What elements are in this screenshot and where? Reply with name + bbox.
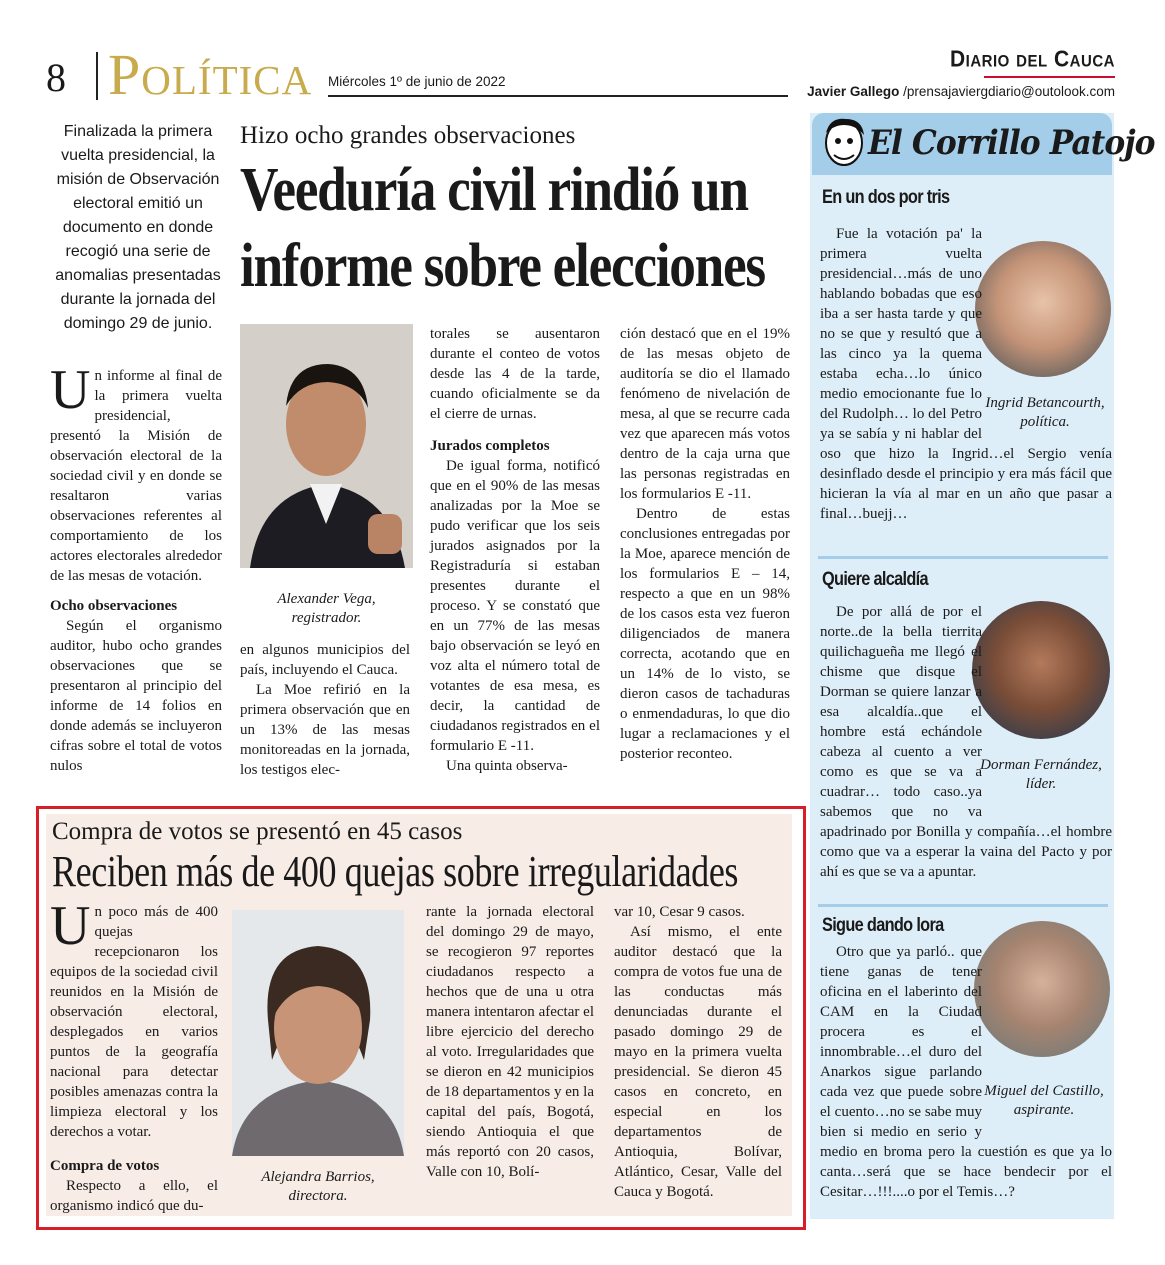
lead-kicker: Hizo ocho grandes observaciones [240, 122, 576, 149]
sidebar-item3-text [820, 942, 1112, 1202]
caption-role: aspirante. [1013, 1102, 1075, 1118]
lead-headline-line2: informe sobre elecciones [240, 232, 765, 300]
sidebar-paragraph: Otro que ya parló.. que tiene ganas de tener oficina en el laberinto del CAM en la Ciudad procera es el innombrable…el duro del Anarkos sigue parlando cada vez que puede sobre el cuento…no se sabe muy bien si medio en serio y medio en broma pero la cuestión es que ya lo canta…será que se hace bendecir por el Cesitar…!!!....o por el Temis…? [820, 944, 1112, 1200]
box-paragraph-text: n poco más de 400 quejas recepcionaron los equipos de la sociedad civil reunidos en la Misión de observación electoral, desplegados en varios puntos de la geografía nacional para detectar posibles amenazas contra la limpieza electoral y los derechos a votar. [50, 904, 218, 1140]
caricature-icon [816, 113, 872, 175]
portrait-illustration [240, 324, 413, 568]
caption-role: líder. [1025, 776, 1057, 792]
box-column-3 [614, 902, 782, 1202]
lead-paragraph: Según el organismo auditor, hubo ocho grandes observaciones que se presentaron al principio del informe de 14 folios en donde además se incluyeron cifras sobre el total de votos nulos [50, 618, 222, 774]
sidebar-item1-head: En un dos por tris [822, 187, 950, 208]
box-headline: Reciben más de 400 quejas sobre irregularidades [52, 847, 739, 896]
float-spacer [982, 602, 1112, 816]
section-title: Política [108, 42, 313, 107]
header-rule [328, 95, 788, 97]
sidebar-item2-head: Quiere alcaldía [822, 569, 928, 590]
lead-paragraph: ción destacó que en el 19% de las mesas objeto de auditoría se dio el llamado fenómeno de nivelación de mesa, al que se recurre cada vez que aparecen más votos dentro de la caja urna que las personas registradas en los formularios E -11. [620, 326, 790, 502]
author-line [807, 84, 1115, 99]
lead-intro: Finalizada la primera vuelta presidencial, la misión de Observación electoral emitió un documento en donde recogió una serie de anomalias presentadas durante la jornada del domingo 29 de junio. [55, 123, 221, 332]
box-paragraph [50, 895, 218, 1142]
box-dropcap: U [50, 895, 91, 957]
float-spacer [982, 224, 1112, 440]
photo-alexander-vega [240, 324, 413, 568]
lead-paragraph: Una quinta observa- [446, 758, 568, 774]
lead-headline-line1: Veeduría civil rindió un [240, 156, 748, 224]
box-paragraph: rante la jornada electoral del domingo 29 de mayo, se recogieron 97 reportes ciudadanos respecto a hechos que de una u otra manera intentaron afectar el libre ejercicio del derecho al voto. Irregularidades que se dieron en 42 municipios de 18 departamentos y en la capital del país, Bogotá, siendo Antioquia el que más reportó con 20 casos, Valle con 10, Bolí- [426, 904, 594, 1180]
caption-name: Miguel del Castillo, [984, 1083, 1104, 1099]
caption-name: Alexander Vega, [277, 591, 376, 607]
lead-paragraph: La Moe refirió en la primera observación que en un 13% de las mesas monitoreadas en la jornada, los testigos elec- [240, 682, 410, 778]
lead-headline [240, 152, 765, 304]
box-paragraph: Así mismo, el ente auditor destacó que la compra de votos fue una de las conductas más denunciadas durante el pasado domingo 29 de mayo en la primera vuelta presidencial. Se dieron 45 casos en concreto, en especial en los departamentos de Antioquia, Bolívar, Atlántico, Cesar, Valle del Cauca y Bogotá. [614, 924, 782, 1200]
page-number: 8 [46, 55, 66, 100]
sidebar-divider [818, 904, 1108, 907]
photo-alejandra-barrios [232, 910, 404, 1156]
caption-name: Ingrid Betancourth, [985, 395, 1105, 411]
lead-paragraph [50, 359, 222, 586]
author-name: Javier Gallego [807, 84, 900, 99]
lead-dropcap: U [50, 359, 91, 421]
sidebar-title: El Corrillo Patojo [868, 123, 1155, 163]
box-column-1 [50, 895, 218, 1214]
caption-name: Dorman Fernández, [980, 757, 1102, 773]
sidebar-item3-head: Sigue dando lora [822, 915, 944, 936]
lead-paragraph: torales se ausentaron durante el conteo de votos desde las 4 de la tarde, cuando oficialmente se da el cierre de urnas. [430, 326, 600, 422]
box-kicker: Compra de votos se presentó en 45 casos [52, 818, 463, 845]
lead-column-2 [240, 640, 410, 800]
caption-role: registrador. [291, 610, 362, 626]
lead-column-3 [430, 324, 600, 800]
header-divider [96, 52, 98, 100]
masthead-rule [984, 76, 1115, 78]
sidebar-paragraph: Fue la votación pa' la primera vuelta presidencial…más de uno hablando bobadas que eso iba a ser hasta tarde y que no se que y resultó que a las cinco ya la quema estaba echa…lo único medio emocionante fue lo del Rudolph… lo del Petro ya se sabía y ni hablar del oso que hizo la Ingrid…el Sergio venía desinflado desde el principio y era más fácil que hicieran la vía al mar en un año que pasar a final…buejj… [820, 226, 1112, 522]
lead-subhead-jurados: Jurados completos [430, 438, 550, 454]
portrait-illustration [232, 910, 404, 1156]
lead-column-4 [620, 324, 790, 800]
float-spacer [982, 942, 1112, 1138]
box-column-2 [426, 902, 594, 1202]
lead-paragraph: en algunos municipios del país, incluyendo el Cauca. [240, 642, 410, 678]
author-email: /prensajaviergdiario@outolook.com [903, 84, 1115, 99]
sidebar-item1-text [820, 224, 1112, 524]
photo-caption-vega [240, 590, 413, 628]
lead-subhead-observaciones: Ocho observaciones [50, 598, 178, 614]
caption-role: directora. [288, 1188, 348, 1204]
caption-name: Alejandra Barrios, [261, 1169, 375, 1185]
box-paragraph: var 10, Cesar 9 casos. [614, 904, 745, 920]
lead-column-1 [50, 359, 222, 798]
lead-paragraph-text: n informe al final de la primera vuelta presidencial, presentó la Misión de observación electoral de la sociedad civil y en donde se resaltaron varias observaciones referentes al comportamiento de los actores electorales alrededor de las mesas de votación. [50, 368, 222, 584]
box-paragraph: Respecto a ello, el organismo indicó que du- [50, 1178, 218, 1214]
sidebar-paragraph: De por allá de por el norte..de la bella tierrita quilichagueña me llegó el chisme que disque el Dorman se quiere lanzar a esa alcaldía..que el hombre está echándole cabeza al cuento a ver como es que se va a cuadrar… todo caso..ya sabemos que no va apadrinado por Bonilla y compañía…el hombre como que va a esperar la vaina del Pacto y por ahí es que se va a apuntar. [820, 604, 1112, 880]
issue-date: Miércoles 1º de junio de 2022 [328, 74, 506, 89]
masthead: Diario del Cauca [950, 46, 1115, 73]
sidebar-item2-text [820, 602, 1112, 882]
photo-caption-barrios [232, 1168, 404, 1206]
box-subhead-compra: Compra de votos [50, 1158, 160, 1174]
sidebar-divider [818, 556, 1108, 559]
caption-role: política. [1020, 414, 1070, 430]
lead-paragraph: Dentro de estas conclusiones entregadas por la Moe, aparece mención de los formularios E – 14, respecto a que en un 98% de los casos esta vez fueron diligenciados de manera correcta, acotando que en un 14% de lo visto, se dieron casos de tachaduras o enmendaduras, lo que dio lugar a reclamaciones y el posterior reconteo. [620, 506, 790, 762]
lead-paragraph: De igual forma, notificó que en el 90% de las mesas analizadas por la Moe se pudo verificar que los seis jurados asignados por la Registraduría si estaban presentes durante el proceso. Y se constató que en un 77% de las mesas bajo observación se leyó en voz alta el número total de votantes de esa mesa, es decir, la cantidad de ciudadanos registrados en el formulario E -11. [430, 458, 600, 754]
